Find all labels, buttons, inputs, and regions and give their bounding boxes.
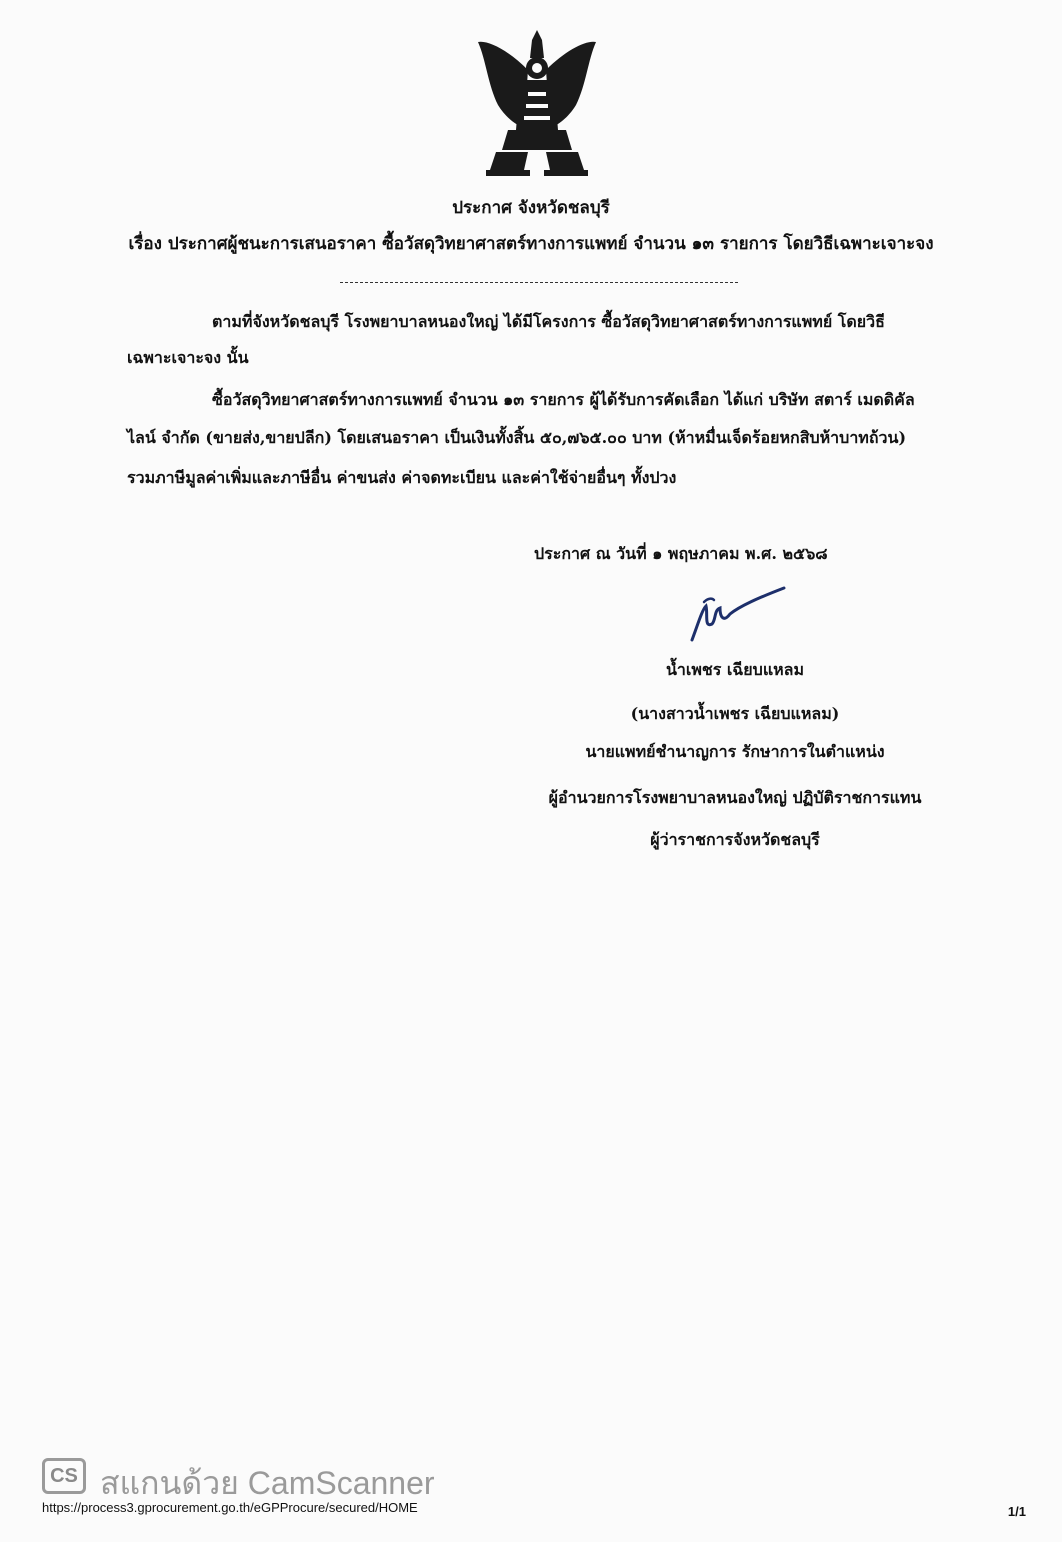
handwritten-signature-icon [684, 584, 794, 644]
announcement-date: ประกาศ ณ วันที่ ๑ พฤษภาคม พ.ศ. ๒๕๖๘ [534, 544, 828, 563]
divider [340, 282, 738, 283]
signer-full-name: (นางสาวน้ำเพชร เฉียบแหลม) [630, 704, 840, 723]
garuda-emblem-icon [468, 30, 606, 180]
footer-url: https://process3.gprocurement.go.th/eGPProcure/secured/HOME [42, 1500, 418, 1515]
camscanner-logo-icon: CS [42, 1458, 86, 1494]
body-line-1: ตามที่จังหวัดชลบุรี โรงพยาบาลหนองใหญ่ ได้มีโครงการ ซื้อวัสดุวิทยาศาสตร์ทางการแพทย์ โดยวิธี [212, 312, 885, 331]
signer-position-2: ผู้อำนวยการโรงพยาบาลหนองใหญ่ ปฏิบัติราชการแทน [548, 788, 922, 807]
announcement-title: ประกาศ จังหวัดชลบุรี [452, 198, 610, 218]
signer-name: น้ำเพชร เฉียบแหลม [665, 660, 805, 679]
body-line-3: ซื้อวัสดุวิทยาศาสตร์ทางการแพทย์ จำนวน ๑๓ รายการ ผู้ได้รับการคัดเลือก ได้แก่ บริษัท สตาร์ เมดดิคัล [212, 390, 915, 409]
body-line-2: เฉพาะเจาะจง นั้น [127, 348, 249, 367]
announcement-subject: เรื่อง ประกาศผู้ชนะการเสนอราคา ซื้อวัสดุวิทยาศาสตร์ทางการแพทย์ จำนวน ๑๓ รายการ โดยวิธีเฉพาะเจาะจง [128, 234, 934, 254]
body-line-4: ไลน์ จำกัด (ขายส่ง,ขายปลีก) โดยเสนอราคา เป็นเงินทั้งสิ้น ๕๐,๗๖๕.๐๐ บาท (ห้าหมื่นเจ็ดร้อยหกสิบห้าบาทถ้วน) [127, 428, 907, 447]
body-line-5: รวมภาษีมูลค่าเพิ่มและภาษีอื่น ค่าขนส่ง ค่าจดทะเบียน และค่าใช้จ่ายอื่นๆ ทั้งปวง [127, 468, 677, 487]
signer-position-1: นายแพทย์ชำนาญการ รักษาการในตำแหน่ง [585, 742, 885, 761]
camscanner-watermark: สแกนด้วย CamScanner [100, 1465, 435, 1501]
signer-position-3: ผู้ว่าราชการจังหวัดชลบุรี [650, 830, 820, 849]
page-number: 1/1 [1007, 1504, 1026, 1519]
